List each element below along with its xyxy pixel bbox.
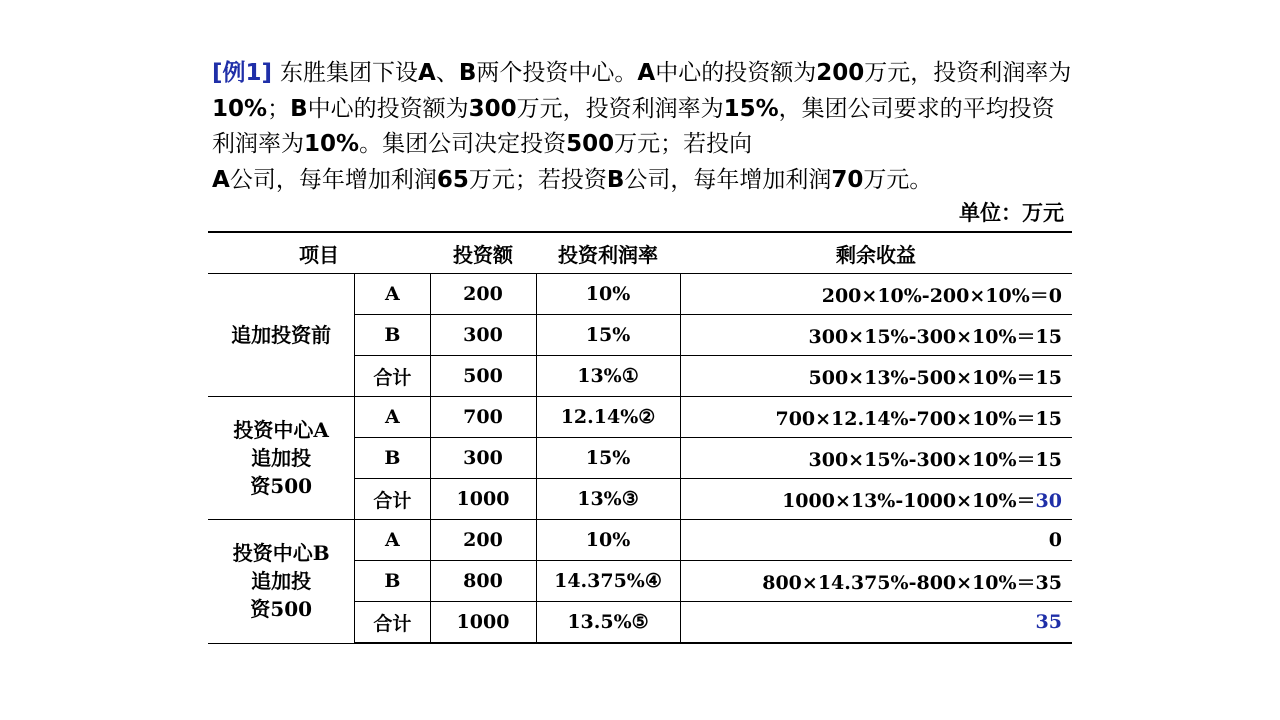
intro-text: 东胜集团下设A、B两个投资中心。A中心的投资额为200万元，投资利润率为10%；B中心的投资额为300万元，投资利润率为15%，集团公司要求的平均投资利润率为10%。集团公司决定投资500万元；若投向 A公司，每年增加利润65万元；若投资B公司，每年增加利润70万元。 [212,60,1072,193]
rate-cell: 10% [536,520,680,561]
table-row [208,397,1072,438]
investment-cell: 700 [430,397,536,438]
residual-cell: 0 [680,520,1072,561]
rate-cell: 13.5%⑤ [536,602,680,644]
investment-cell: 800 [430,561,536,602]
group-label: 追加投资前 [208,274,355,397]
table-row [208,520,1072,561]
investment-cell: 200 [430,274,536,315]
header-item: 项目 [208,232,430,274]
sub-item: B [355,561,430,602]
investment-cell: 500 [430,356,536,397]
rate-cell: 15% [536,438,680,479]
rate-cell: 12.14%② [536,397,680,438]
problem-statement [212,56,1072,198]
investment-cell: 200 [430,520,536,561]
residual-cell: 800×14.375%-800×10%＝35 [680,561,1072,602]
unit-label: 单位：万元 [959,200,1064,225]
residual-cell: 300×15%-300×10%＝15 [680,315,1072,356]
residual-cell: 700×12.14%-700×10%＝15 [680,397,1072,438]
sub-item: A [355,397,430,438]
group-label: 投资中心B 追加投 资500 [208,520,355,644]
table-header-row [208,232,1072,274]
residual-cell: 35 [680,602,1072,644]
rate-cell: 13%③ [536,479,680,520]
sub-item: A [355,274,430,315]
sub-item: 合计 [355,356,430,397]
rate-cell: 15% [536,315,680,356]
residual-cell: 1000×13%-1000×10%＝30 [680,479,1072,520]
residual-cell: 300×15%-300×10%＝15 [680,438,1072,479]
header-investment: 投资额 [430,232,536,274]
sub-item: 合计 [355,479,430,520]
residual-cell: 200×10%-200×10%＝0 [680,274,1072,315]
investment-cell: 1000 [430,479,536,520]
sub-item: B [355,315,430,356]
header-rate: 投资利润率 [536,232,680,274]
group-label: 投资中心A 追加投 资500 [208,397,355,520]
investment-cell: 300 [430,315,536,356]
rate-cell: 13%① [536,356,680,397]
table-row [208,274,1072,315]
rate-cell: 14.375%④ [536,561,680,602]
residual-cell: 500×13%-500×10%＝15 [680,356,1072,397]
investment-cell: 1000 [430,602,536,644]
rate-cell: 10% [536,274,680,315]
sub-item: A [355,520,430,561]
residual-income-table [208,231,1072,644]
sub-item: 合计 [355,602,430,644]
sub-item: B [355,438,430,479]
header-residual: 剩余收益 [680,232,1072,274]
example-tag: [例1] [212,60,273,86]
investment-cell: 300 [430,438,536,479]
